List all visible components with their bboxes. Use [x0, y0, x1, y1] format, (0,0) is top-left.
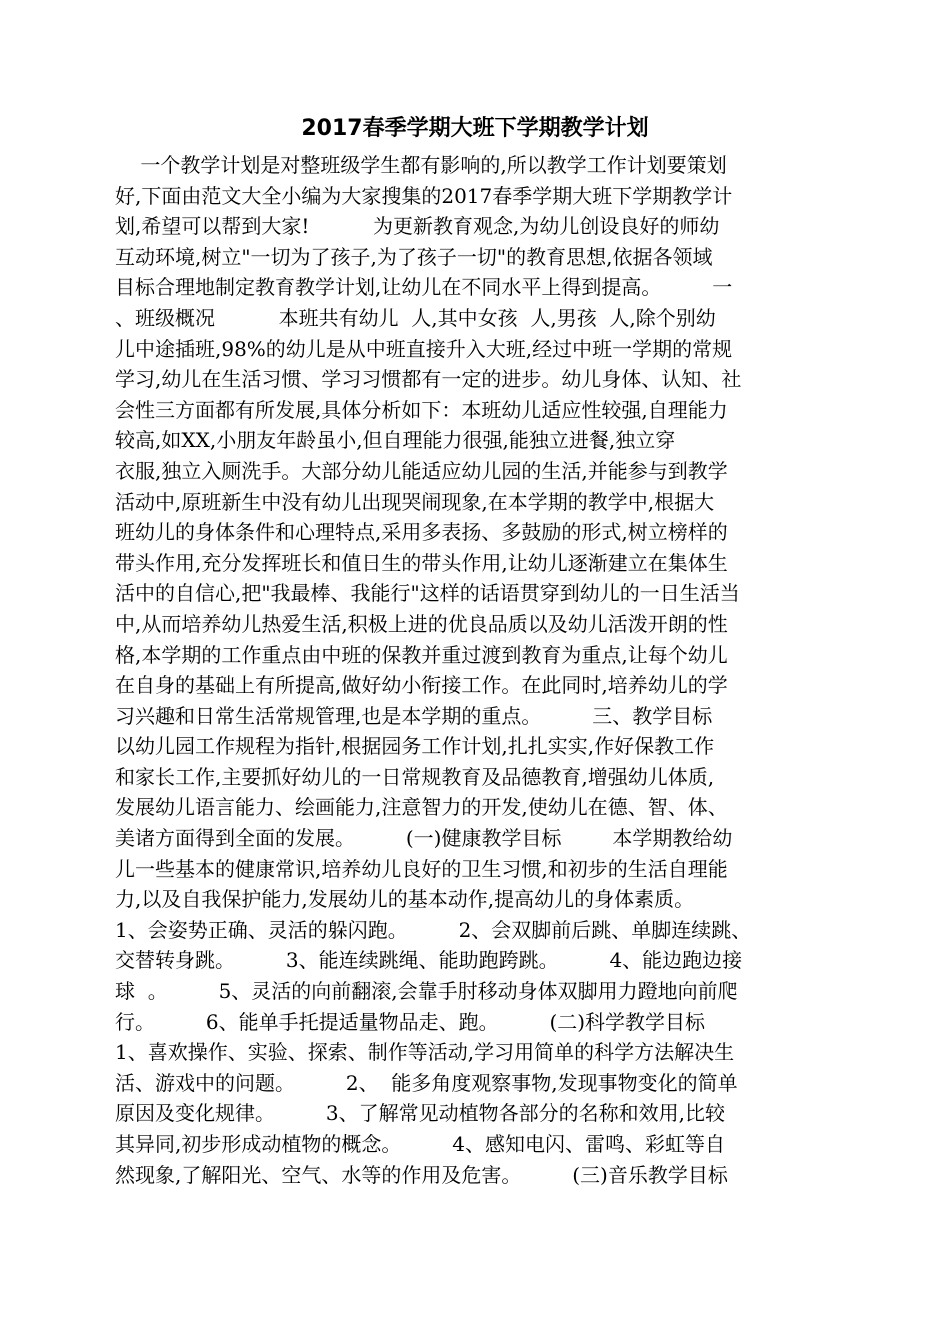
text-line: 衣服,独立入厕洗手。大部分幼儿能适应幼儿园的生活,并能参与到教学 — [115, 458, 728, 483]
text-line: 互动环境,树立"一切为了孩子,为了孩子一切"的教育思想,依据各领域 — [115, 244, 713, 269]
text-line: 会性三方面都有所发展,具体分析如下：本班幼儿适应性较强,自理能力 — [115, 397, 728, 422]
text-line: 以幼儿园工作规程为指针,根据园务工作计划,扎扎实实,作好保教工作 — [115, 734, 715, 759]
text-line: 球 。 5、灵活的向前翻滚,会靠手肘移动身体双脚用力蹬地向前爬 — [115, 979, 738, 1004]
text-line: 发展幼儿语言能力、绘画能力,注意智力的开发,使幼儿在德、智、体、 — [115, 795, 728, 820]
text-line: 活、游戏中的问题。 2、 能多角度观察事物,发现事物变化的简单 — [115, 1070, 738, 1095]
text-line: 行。 6、能单手托提适量物品走、跑。 (二)科学教学目标 — [115, 1009, 706, 1034]
text-line: 一个教学计划是对整班级学生都有影响的,所以教学工作计划要策划 — [115, 153, 727, 177]
text-line: 其异同,初步形成动植物的概念。 4、感知电闪、雷鸣、彩虹等自 — [115, 1132, 725, 1156]
text-line: 划,希望可以帮到大家! 为更新教育观念,为幼儿创设良好的师幼 — [115, 214, 720, 239]
text-line: 好,下面由范文大全小编为大家搜集的2017春季学期大班下学期教学计 — [115, 183, 733, 208]
text-line: 较高,如XX,小朋友年龄虽小,但自理能力很强,能独立进餐,独立穿 — [115, 428, 676, 453]
text-line: 1、喜欢操作、实验、探索、制作等活动,学习用简单的科学方法解决生 — [115, 1040, 735, 1065]
text-line: 活中的自信心,把"我最棒、我能行"这样的话语贯穿到幼儿的一日生活当 — [115, 581, 740, 606]
text-line: 交替转身跳。 3、能连续跳绳、能助跑跨跳。 4、能边跑边接 — [115, 948, 743, 973]
text-line: 班幼儿的身体条件和心理特点,采用多表扬、多鼓励的形式,树立榜样的 — [115, 520, 728, 545]
text-line: 原因及变化规律。 3、了解常见动植物各部分的名称和效用,比较 — [115, 1101, 725, 1126]
text-line: 学习,幼儿在生活习惯、学习习惯都有一定的进步。幼儿身体、认知、社 — [115, 367, 742, 392]
text-line: 力,以及自我保护能力,发展幼儿的基本动作,提高幼儿的身体素质。 — [115, 887, 695, 912]
document-body — [115, 150, 845, 1190]
text-line: 1、会姿势正确、灵活的躲闪跑。 2、会双脚前后跳、单脚连续跳、 — [115, 917, 752, 942]
document-title: 2017春季学期大班下学期教学计划 — [301, 116, 649, 141]
text-line: 格,本学期的工作重点由中班的保教并重过渡到教育为重点,让每个幼儿 — [115, 642, 728, 667]
text-line: 活动中,原班新生中没有幼儿出现哭闹现象,在本学期的教学中,根据大 — [115, 489, 715, 514]
text-line: 、班级概况 本班共有幼儿 人,其中女孩 人,男孩 人,除个别幼 — [115, 305, 716, 330]
text-line: 儿中途插班,98%的幼儿是从中班直接升入大班,经过中班一学期的常规 — [115, 336, 733, 361]
text-line: 中,从而培养幼儿热爱生活,积极上进的优良品质以及幼儿活泼开朗的性 — [115, 611, 728, 636]
text-line: 习兴趣和日常生活常规管理,也是本学期的重点。 三、教学目标 — [115, 703, 713, 728]
text-line: 目标合理地制定教育教学计划,让幼儿在不同水平上得到提高。 一 — [115, 275, 733, 300]
text-line: 和家长工作,主要抓好幼儿的一日常规教育及品德教育,增强幼儿体质, — [115, 764, 715, 789]
text-line: 然现象,了解阳光、空气、水等的作用及危害。 (三)音乐教学目标 — [115, 1162, 728, 1187]
text-line: 在自身的基础上有所提高,做好幼小衔接工作。在此同时,培养幼儿的学 — [115, 673, 728, 698]
text-line: 带头作用,充分发挥班长和值日生的带头作用,让幼儿逐渐建立在集体生 — [115, 550, 728, 575]
text-line: 美诸方面得到全面的发展。 (一)健康教学目标 本学期教给幼 — [115, 826, 733, 851]
text-line: 儿一些基本的健康常识,培养幼儿良好的卫生习惯,和初步的生活自理能 — [115, 856, 728, 881]
